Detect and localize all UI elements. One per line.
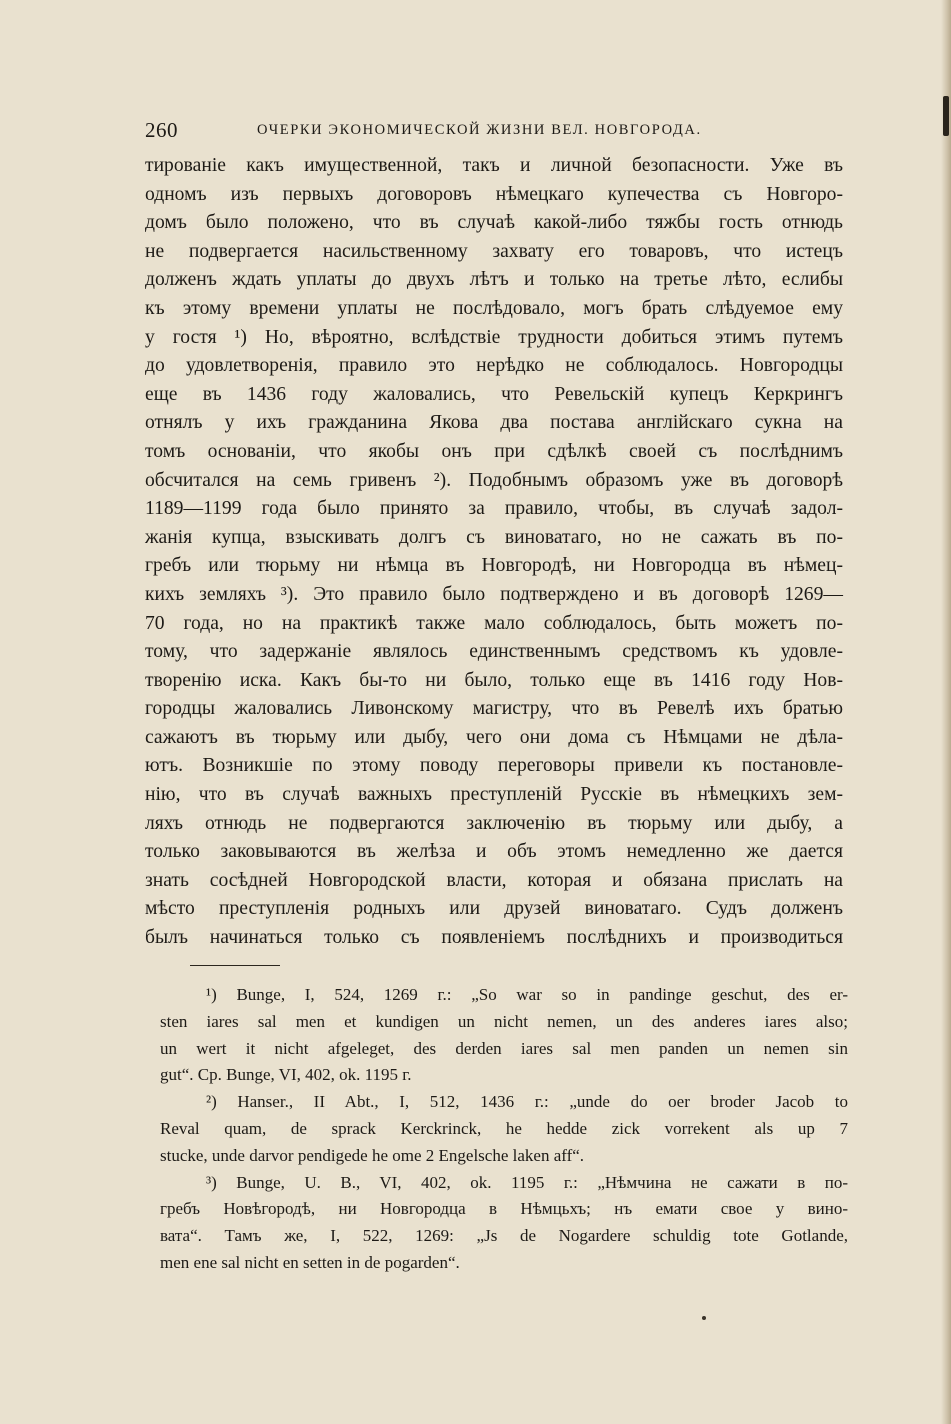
body-line: мѣсто преступленія родныхъ или друзей виноватаго. Судъ долженъ (145, 898, 843, 920)
body-line: у гостя ¹) Но, вѣроятно, вслѣдствіе трудности добиться этимъ путемъ (145, 326, 843, 348)
body-line: ляхъ отнюдь не подвергаются заключенію въ тюрьму или дыбу, а (145, 812, 843, 834)
footnote-1-line: un wert it nicht afgeleget, des derden iares sal men panden un nemen sin (160, 1038, 848, 1058)
body-line: къ этому времени уплаты не послѣдовало, могъ брать слѣдуемое ему (145, 297, 843, 319)
body-line: томъ основаніи, что якобы онъ при сдѣлкѣ своей съ послѣднимъ (145, 440, 843, 462)
body-line: только заковываются въ желѣза и объ этомъ немедленно же дается (145, 841, 843, 863)
footnote-2-line: Reval quam, de sprack Kerckrinck, he hedde zick vorrekent als up 7 (160, 1118, 848, 1138)
body-line: долженъ ждать уплаты до двухъ лѣтъ и только на третье лѣто, еслибы (145, 269, 843, 291)
body-line: отнялъ у ихъ гражданина Якова два постава англійскаго сукна на (145, 412, 843, 434)
body-line: 70 года, но на практикѣ также мало соблюдалось, быть можетъ по- (145, 612, 843, 634)
page-number: 260 (145, 118, 178, 142)
footnote-1-line: sten iares sal men et kundigen un nicht nemen, un des anderes iares also; (160, 1011, 848, 1031)
page-header (145, 118, 837, 146)
footnote-1-line: gut“. Ср. Bunge, VI, 402, ok. 1195 г. (160, 1065, 412, 1085)
body-line: сажаютъ въ тюрьму или дыбу, чего они дома съ Нѣмцами не дѣла- (145, 726, 843, 748)
body-line: ютъ. Возникшіе по этому поводу переговоры привели къ постановле- (145, 755, 843, 777)
footnote-3-line: гребъ Новѣгородѣ, ни Новгородца в Нѣмцьхъ; нъ емати свое у вино- (160, 1199, 848, 1219)
main-text (145, 152, 843, 953)
body-line: 1189—1199 года было принято за правило, чтобы, въ случаѣ задол- (145, 498, 843, 520)
footnote-2-line: stucke, unde darvor pendigede he ome 2 Engelsche laken aff“. (160, 1145, 585, 1165)
ink-speck (702, 1316, 706, 1320)
footnote-separator (190, 965, 280, 966)
binding-mark (943, 96, 949, 136)
body-line: нію, что въ случаѣ важныхъ преступленій Русскіе въ нѣмецкихъ зем- (145, 784, 843, 806)
body-line: кихъ земляхъ ³). Это правило было подтверждено и въ договорѣ 1269— (145, 583, 843, 605)
body-line: не подвергается насильственному захвату его товаровъ, что истецъ (145, 240, 843, 262)
footnote-3-line: вата“. Тамъ же, I, 522, 1269: „Js de Nogardere schuldig tote Gotlande, (160, 1226, 848, 1246)
body-line: домъ было положено, что въ случаѣ какой-либо тяжбы гость отнюдь (145, 212, 843, 234)
body-line: гребъ или тюрьму ни нѣмца въ Новгородѣ, ни Новгородца въ нѣмец- (145, 555, 843, 577)
body-line: одномъ изъ первыхъ договоровъ нѣмецкаго купечества съ Новгоро- (145, 183, 843, 205)
body-line: еще въ 1436 году жаловались, что Ревельскій купецъ Керкрингъ (145, 383, 843, 405)
footnote-3-line: ³) Bunge, U. B., VI, 402, ok. 1195 г.: „Нѣмчина не сажати в по- (206, 1172, 848, 1192)
footnote-1-line: ¹) Bunge, I, 524, 1269 г.: „So war so in pandinge geschut, des er- (206, 985, 848, 1004)
body-line: до удовлетворенія, правило это нерѣдко не соблюдалось. Новгородцы (145, 355, 843, 377)
body-line: городцы жаловались Ливонскому магистру, что въ Ревелѣ ихъ братью (145, 698, 843, 720)
body-line: тированіе какъ имущественной, такъ и личной безопасности. Уже въ (145, 155, 843, 176)
body-line: обсчитался на семь гривенъ ²). Подобнымъ образомъ уже въ договорѣ (145, 469, 843, 491)
body-line: былъ начинаться только съ появленіемъ послѣднихъ и производиться (145, 927, 843, 949)
page-edge-shadow (941, 0, 951, 1424)
footnote-3-line: men ene sal nicht en setten in de pogarden“. (160, 1252, 460, 1272)
body-line: творенію иска. Какъ бы-то ни было, только еще въ 1416 году Нов- (145, 669, 843, 691)
running-title: ОЧЕРКИ ЭКОНОМИЧЕСКОЙ ЖИЗНИ ВЕЛ. НОВГОРОДА. (257, 122, 702, 138)
footnote-2-line: ²) Hanser., II Abt., I, 512, 1436 г.: „unde do oer broder Jacob to (206, 1092, 848, 1112)
body-line: жанія купца, взыскивать долгъ съ виноватаго, но не сажать въ по- (145, 526, 843, 548)
footnotes (160, 982, 848, 1277)
body-line: знать сосѣдней Новгородской власти, которая и обязана прислать на (145, 869, 843, 891)
body-line: тому, что задержаніе являлось единственнымъ средствомъ къ удовле- (145, 641, 843, 663)
